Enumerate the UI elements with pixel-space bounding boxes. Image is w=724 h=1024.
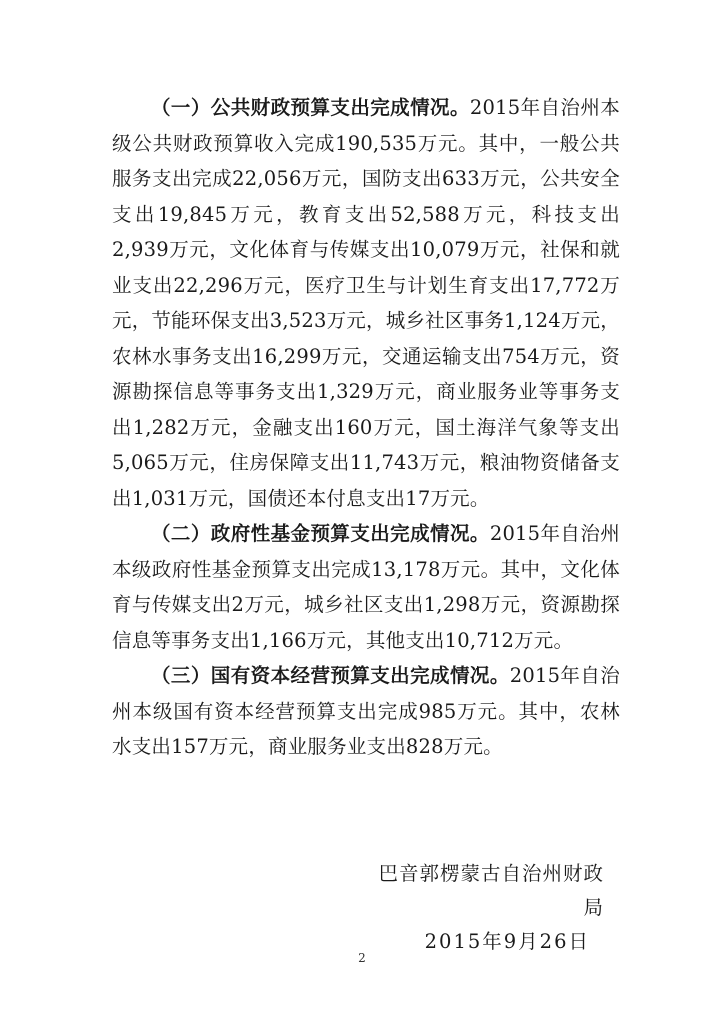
paragraph-heading: （一）公共财政预算支出完成情况。 [151, 96, 470, 119]
paragraph-heading: （三）国有资本经营预算支出完成情况。 [151, 664, 510, 687]
signature-block [360, 857, 610, 959]
paragraph-state-capital-budget [112, 658, 620, 765]
paragraph-public-budget [112, 90, 620, 516]
paragraph-government-fund-budget [112, 516, 620, 658]
signature-organization: 巴音郭楞蒙古自治州财政局 [378, 862, 604, 919]
paragraph-text: 2015年自治州本级政府性基金预算支出完成13,178万元。其中，文化体育与传媒支出2万元，城乡社区支出1,298万元，资源勘探信息等事务支出1,166万元，其他支出10,712万元。 [112, 522, 620, 652]
page-number: 2 [358, 951, 366, 965]
paragraph-text: 2015年自治州本级公共财政预算收入完成190,535万元。其中，一般公共服务支出完成22,056万元，国防支出633万元，公共安全支出19,845万元，教育支出52,588万元，科技支出2,939万元，文化体育与传媒支出10,079万元，社保和就业支出22,296万元，医疗卫生与计划生育支出17,772万元，节能环保支出3,523万元，城乡社区事务1,124万元，农林水事务支出16,299万元，交通运输支出754万元，资源勘探信息等事务支出1,329万元，商业服务业等事务支出1,282万元，金融支出160万元，国土海洋气象等支出5,065万元，住房保障支出11,743万元，粮油物资储备支出1,031万元，国债还本付息支出17万元。 [112, 96, 620, 510]
paragraph-heading: （二）政府性基金预算支出完成情况。 [151, 522, 490, 545]
paragraph-text: 2015年自治州本级国有资本经营预算支出完成985万元。其中，农林水支出157万元，商业服务业支出828万元。 [112, 664, 620, 758]
document-body [112, 90, 620, 765]
signature-date: 2015年9月26日 [424, 930, 590, 953]
